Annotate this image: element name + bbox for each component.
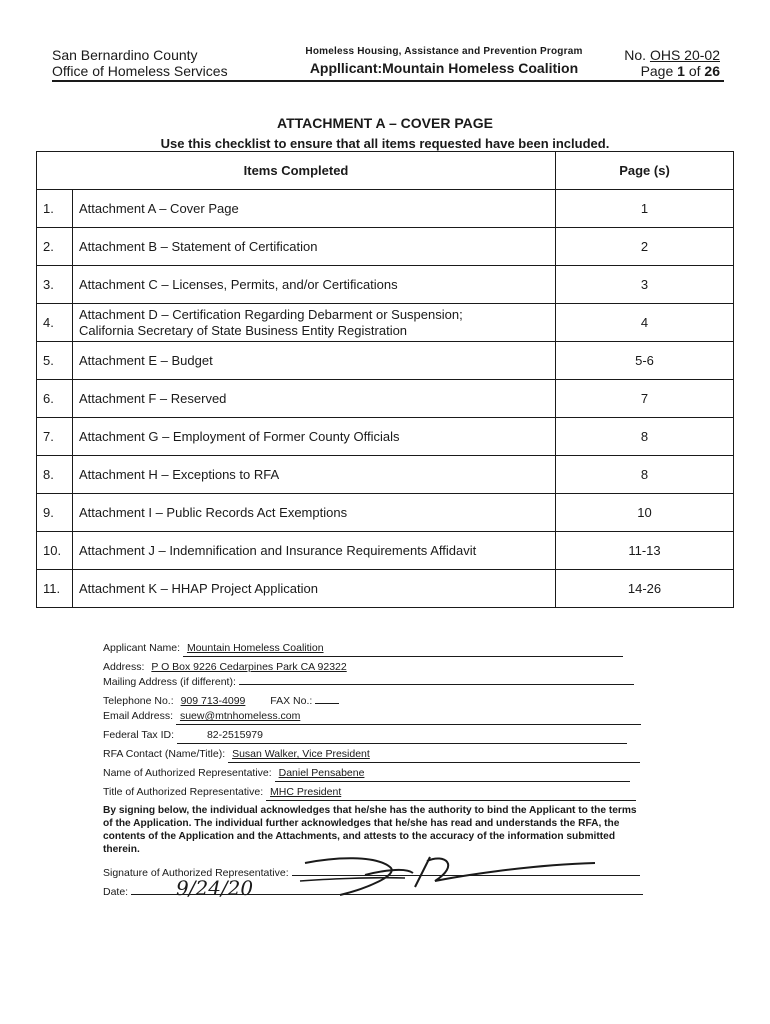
attachment-title: ATTACHMENT A – COVER PAGE [277, 115, 493, 131]
row-item: Attachment A – Cover Page [73, 190, 556, 228]
col-items-header: Items Completed [37, 152, 556, 190]
row-item: Attachment G – Employment of Former County Officials [73, 418, 556, 456]
table-row [37, 456, 734, 494]
attachment-subtitle: Use this checklist to ensure that all items requested have been included. [160, 136, 610, 151]
row-pages: 10 [556, 494, 734, 532]
row-item: Attachment F – Reserved [73, 380, 556, 418]
row-number: 11. [37, 570, 73, 608]
rep-row [103, 766, 649, 781]
row-item: Attachment J – Indemnification and Insurance Requirements Affidavit [73, 532, 556, 570]
table-row [37, 494, 734, 532]
row-item: Attachment H – Exceptions to RFA [73, 456, 556, 494]
row-pages: 11-13 [556, 532, 734, 570]
header-divider [52, 80, 724, 82]
address-label: Address: [103, 661, 145, 673]
tax-value: 82-2515979 [206, 729, 263, 741]
contact-row [103, 747, 649, 762]
row-pages: 1 [556, 190, 734, 228]
col-pages-header: Page (s) [556, 152, 734, 190]
phone-label: Telephone No.: [103, 695, 174, 707]
applicant-name-header: Appllicant:Mountain Homeless Coalition [309, 60, 579, 76]
row-item: Attachment I – Public Records Act Exemptions [73, 494, 556, 532]
row-number: 1. [37, 190, 73, 228]
table-row [37, 418, 734, 456]
header-docinfo [612, 47, 720, 79]
doc-number: No. OHS 20-02 [624, 47, 720, 63]
rep-label: Name of Authorized Representative: [103, 767, 272, 779]
table-row [37, 266, 734, 304]
row-item: Attachment K – HHAP Project Application [73, 570, 556, 608]
date-label: Date: [103, 886, 129, 898]
row-item-line2: California Secretary of State Business Entity Registration [79, 322, 408, 338]
rep-title-row [103, 785, 649, 800]
phone-row [103, 694, 649, 709]
header-program [288, 46, 600, 76]
row-pages: 2 [556, 228, 734, 266]
declaration-text: By signing below, the individual acknowledges that he/she has the authority to bind the Applicant to the terms of the Application. The individual further acknowledges that he/she has read and understands the RFA, the contents of the Application and the Attachments, and attests to the accuracy of the information submitted therein. [103, 805, 637, 855]
rep-title-value: MHC President [270, 786, 342, 798]
row-pages: 3 [556, 266, 734, 304]
row-item: Attachment E – Budget [73, 342, 556, 380]
address-value: P O Box 9226 Cedarpines Park CA 92322 [151, 661, 347, 673]
row-pages: 8 [556, 456, 734, 494]
table-row [37, 342, 734, 380]
row-number: 3. [37, 266, 73, 304]
row-number: 6. [37, 380, 73, 418]
row-number: 4. [37, 304, 73, 342]
row-number: 5. [37, 342, 73, 380]
row-pages: 14-26 [556, 570, 734, 608]
phone-value: 909 713-4099 [180, 695, 246, 707]
row-number: 7. [37, 418, 73, 456]
rep-value: Daniel Pensabene [278, 767, 365, 779]
mailing-label: Mailing Address (if different): [103, 676, 236, 688]
row-pages: 8 [556, 418, 734, 456]
mailing-row [103, 675, 649, 690]
row-number: 8. [37, 456, 73, 494]
rep-title-label: Title of Authorized Representative: [103, 786, 264, 798]
signature-scribble [295, 845, 625, 900]
address-row [103, 660, 649, 675]
table-header-row [37, 152, 734, 190]
page-indicator: Page 1 of 26 [640, 63, 720, 79]
table-row [37, 380, 734, 418]
row-item-line1: Attachment D – Certification Regarding Debarment or Suspension; [79, 306, 463, 322]
header-org [52, 47, 228, 79]
row-number: 10. [37, 532, 73, 570]
row-item [73, 304, 556, 342]
row-number: 2. [37, 228, 73, 266]
row-pages: 4 [556, 304, 734, 342]
org-line2: Office of Homeless Services [52, 63, 228, 79]
program-name: Homeless Housing, Assistance and Prevention Program [305, 46, 583, 57]
applicant-name-value: Mountain Homeless Coalition [186, 642, 324, 654]
table-row [37, 190, 734, 228]
email-label: Email Address: [103, 710, 174, 722]
applicant-name-row [103, 641, 649, 656]
table-row [37, 570, 734, 608]
tax-row [103, 728, 649, 743]
fax-label: FAX No.: [270, 695, 313, 707]
row-pages: 7 [556, 380, 734, 418]
checklist-table [36, 151, 734, 608]
tax-label: Federal Tax ID: [103, 729, 175, 741]
row-pages: 5-6 [556, 342, 734, 380]
table-row [37, 228, 734, 266]
row-number: 9. [37, 494, 73, 532]
contact-label: RFA Contact (Name/Title): [103, 748, 226, 760]
email-row [103, 709, 649, 724]
applicant-name-label: Applicant Name: [103, 642, 181, 654]
table-row [37, 304, 734, 342]
row-item: Attachment C – Licenses, Permits, and/or Certifications [73, 266, 556, 304]
org-line1: San Bernardino County [52, 47, 198, 63]
date-handwritten: 9/24/20 [176, 876, 254, 900]
table-row [37, 532, 734, 570]
row-item: Attachment B – Statement of Certification [73, 228, 556, 266]
signature-label: Signature of Authorized Representative: [103, 867, 289, 879]
email-value: suew@mtnhomeless.com [179, 710, 301, 722]
contact-value: Susan Walker, Vice President [232, 748, 370, 760]
